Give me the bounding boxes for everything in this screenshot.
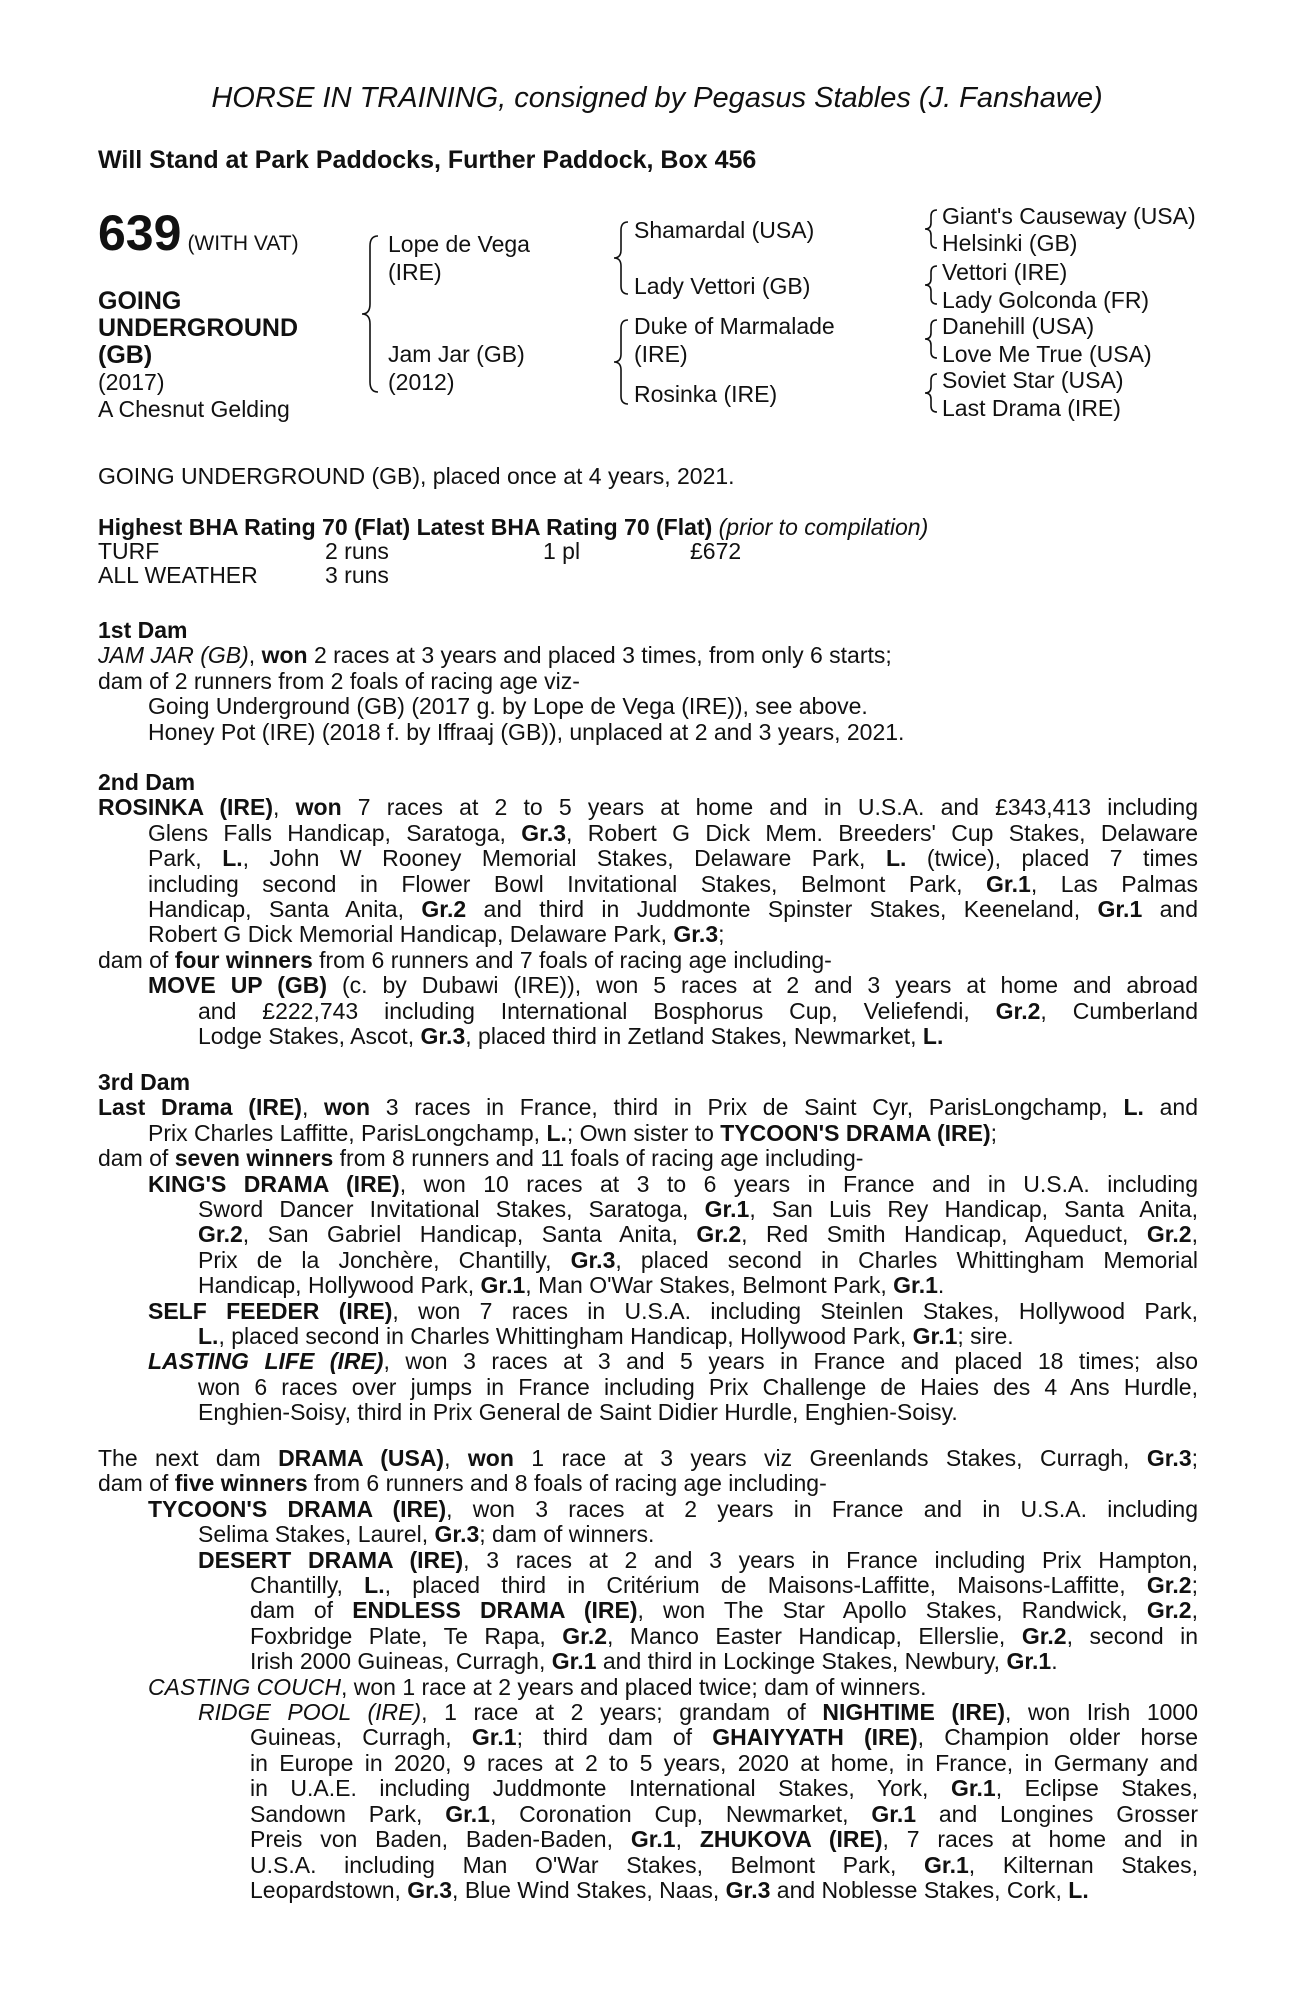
record-line: Glens Falls Handicap, Saratoga, Gr.3, Robert G Dick Mem. Breeders' Cup Stakes, Delaware <box>148 819 1198 846</box>
turf-label: TURF <box>98 538 160 564</box>
winners-count: five winners <box>174 1470 308 1497</box>
ped-g3: Giant's Causeway (USA) <box>942 203 1196 229</box>
progeny-line: KING'S DRAMA (IRE), won 10 races at 3 to 6 years in France and in U.S.A. including <box>148 1170 1198 1197</box>
section-heading: 1st Dam <box>98 617 188 643</box>
ped-g3: Love Me True (USA) <box>942 341 1152 367</box>
progeny-line: DESERT DRAMA (IRE), 3 races at 2 and 3 years in France including Prix Hampton, <box>198 1546 1198 1573</box>
text: Lodge Stakes, Ascot, <box>198 1023 421 1050</box>
progeny-name: NIGHTIME (IRE) <box>822 1699 1006 1726</box>
progeny-line: in U.A.E. including Juddmonte International Stakes, York, Gr.1, Eclipse Stakes, <box>250 1775 1198 1802</box>
progeny-line: Guineas, Curragh, Gr.1; third dam of GHAIYYATH (IRE), Champion older horse <box>250 1724 1198 1751</box>
ped-g3: Last Drama (IRE) <box>942 395 1121 421</box>
first-dam-section: 1st Dam JAM JAR (GB), won 2 races at 3 years and placed 3 times, from only 6 starts; dam of 2 runners from 2 foals of racing age viz- Going Underground (GB) (2017 g. by Lope de Vega (IRE)), see above. Honey Pot (IRE) (2018 f. by Iffraaj (GB)), unplaced at 2 and 3 years, 2021. <box>98 618 1198 745</box>
sibling-name: TYCOON'S DRAMA (IRE) <box>720 1119 991 1146</box>
progeny-name: SELF FEEDER (IRE) <box>148 1297 393 1324</box>
pedigree-sire-sire: Shamardal (USA) <box>634 217 815 243</box>
horse-year: (2017) <box>98 369 165 395</box>
race-summary: GOING UNDERGROUND (GB), placed once at 4 years, 2021. <box>98 463 735 489</box>
lot-number: 639 <box>98 205 182 261</box>
turf-prize: £672 <box>690 538 742 564</box>
won-label: won <box>324 1094 371 1121</box>
ped-g3: Vettori (IRE) <box>942 259 1068 285</box>
pedigree-brace-sire <box>610 220 632 296</box>
dam-name: JAM JAR (GB) <box>98 642 249 669</box>
progeny-name: MOVE UP (GB) <box>148 972 328 999</box>
pedigree-brace-main <box>358 234 382 394</box>
text: Handicap, Santa Anita, <box>148 896 422 923</box>
text: Park, <box>148 845 223 872</box>
text: from 6 runners and 7 foals of racing age including- <box>312 946 832 973</box>
won-label: won <box>261 642 308 669</box>
dam-line: Last Drama (IRE), won 3 races in France, third in Prix de Saint Cyr, ParisLongchamp, L. and <box>98 1094 1199 1121</box>
pedigree-brace-dam <box>610 318 632 406</box>
horse-name-line: (GB) <box>98 341 153 369</box>
ped-g3: Lady Golconda (FR) <box>942 287 1150 313</box>
progeny-name: KING'S DRAMA (IRE) <box>148 1170 400 1197</box>
pedigree-sire <box>388 230 530 286</box>
progeny-line: won 6 races over jumps in France including Prix Challenge de Haies des 4 Ans Hurdle, <box>198 1373 1198 1400</box>
progeny-line: Sandown Park, Gr.1, Coronation Cup, Newmarket, Gr.1 and Longines Grosser <box>250 1800 1199 1827</box>
dam-name: Jam Jar (GB) <box>388 341 525 367</box>
lot-number-block <box>98 204 299 262</box>
progeny-line: L., placed second in Charles Whittingham Handicap, Hollywood Park, Gr.1; sire. <box>198 1323 1014 1350</box>
progeny-line: Gr.2, San Gabriel Handicap, Santa Anita, Gr.2, Red Smith Handicap, Aqueduct, Gr.2, <box>198 1221 1198 1248</box>
progeny-name: ZHUKOVA (IRE) <box>699 1826 883 1853</box>
progeny-line: RIDGE POOL (IRE), 1 race at 2 years; grandam of NIGHTIME (IRE), won Irish 1000 <box>198 1699 1198 1726</box>
dam-year: (2012) <box>388 369 455 395</box>
dam-line: Prix Charles Laffitte, ParisLongchamp, L.; Own sister to TYCOON'S DRAMA (IRE); <box>148 1119 998 1146</box>
progeny-name: ENDLESS DRAMA (IRE) <box>352 1597 638 1624</box>
progeny-line: and £222,743 including International Bosphorus Cup, Veliefendi, Gr.2, Cumberland <box>198 997 1198 1024</box>
section-heading: 3rd Dam <box>98 1069 191 1095</box>
race-record: 2 races at 3 years and placed 3 times, from only 6 starts; <box>307 642 892 669</box>
ped-g3: Soviet Star (USA) <box>942 367 1124 393</box>
winners-count: seven winners <box>174 1145 334 1172</box>
won-label: won <box>295 794 342 821</box>
text: and £222,743 including International Bosphorus Cup, Veliefendi, <box>198 997 996 1024</box>
progeny-line: CASTING COUCH, won 1 race at 2 years and placed twice; dam of winners. <box>148 1673 927 1700</box>
dam-sire-name: Duke of Marmalade <box>634 313 835 339</box>
turf-runs: 2 runs <box>325 538 389 564</box>
pedigree-brace-ss <box>921 208 941 250</box>
pedigree-sire-dam: Lady Vettori (GB) <box>634 273 811 299</box>
progeny-line: Enghien-Soisy, third in Prix General de Saint Didier Hurdle, Enghien-Soisy. <box>198 1399 958 1426</box>
grade: L. <box>222 845 243 872</box>
page-header: HORSE IN TRAINING, consigned by Pegasus Stables (J. Fanshawe) <box>211 82 1103 114</box>
progeny-name: RIDGE POOL (IRE) <box>198 1699 422 1726</box>
record-line: Park, L., John W Rooney Memorial Stakes, Delaware Park, L. (twice), placed 7 times <box>148 845 1199 872</box>
pedigree-brace-ds <box>921 318 941 360</box>
record-line: Robert G Dick Memorial Handicap, Delaware Park, Gr.3; <box>148 921 725 948</box>
progeny-name: CASTING COUCH <box>148 1673 341 1700</box>
progeny-line: Handicap, Hollywood Park, Gr.1, Man O'War Stakes, Belmont Park, Gr.1. <box>198 1272 945 1299</box>
ped-g3: Helsinki (GB) <box>942 230 1078 256</box>
rating-note: (prior to compilation) <box>718 514 929 540</box>
progeny-line: Going Underground (GB) (2017 g. by Lope de Vega (IRE)), see above. <box>148 693 868 720</box>
progeny-line: U.S.A. including Man O'War Stakes, Belmont Park, Gr.1, Kilternan Stakes, <box>250 1851 1198 1878</box>
progeny-line: SELF FEEDER (IRE), won 7 races in U.S.A. including Steinlen Stakes, Hollywood Park, <box>148 1297 1199 1324</box>
dam-of-line: dam of five winners from 6 runners and 8 foals of racing age including- <box>98 1470 827 1497</box>
winners-count: four winners <box>174 946 313 973</box>
bha-rating <box>98 514 928 541</box>
sep: , <box>273 794 296 821</box>
progeny-line: Honey Pot (IRE) (2018 f. by Iffraaj (GB)), unplaced at 2 and 3 years, 2021. <box>148 718 905 745</box>
pedigree-dam-sire <box>634 312 835 368</box>
third-dam-section <box>98 1070 1198 1426</box>
stand-location: Will Stand at Park Paddocks, Further Paddock, Box 456 <box>98 146 757 174</box>
aw-label: ALL WEATHER <box>98 562 258 588</box>
rating-line: Highest BHA Rating 70 (Flat) Latest BHA Rating 70 (Flat) <box>98 514 713 540</box>
next-dam-section <box>98 1446 1198 1903</box>
lot-vat: (WITH VAT) <box>187 232 299 255</box>
sire-country: (IRE) <box>388 259 442 285</box>
horse-description: A Chesnut Gelding <box>98 396 290 422</box>
dam-line: The next dam DRAMA (USA), won 1 race at 3 years viz Greenlands Stakes, Curragh, Gr.3; <box>98 1445 1199 1471</box>
pedigree-dam-dam: Rosinka (IRE) <box>634 381 778 407</box>
sire-name: Lope de Vega <box>388 231 530 257</box>
second-dam-section <box>98 770 1198 1049</box>
progeny-line: Prix de la Jonchère, Chantilly, Gr.3, placed second in Charles Whittingham Memorial <box>198 1246 1198 1273</box>
progeny-line: TYCOON'S DRAMA (IRE), won 3 races at 2 years in France and in U.S.A. including <box>148 1495 1199 1522</box>
ped-g3: Danehill (USA) <box>942 313 1095 339</box>
record-line: Handicap, Santa Anita, Gr.2 and third in Juddmonte Spinster Stakes, Keeneland, Gr.1 and <box>148 896 1199 923</box>
dam-sire-country: (IRE) <box>634 341 688 367</box>
horse-name-line: UNDERGROUND <box>98 314 298 342</box>
dam-name: Last Drama (IRE) <box>98 1094 302 1121</box>
progeny-line: Chantilly, L., placed third in Critérium de Maisons-Laffitte, Maisons-Laffitte, Gr.2; <box>250 1572 1198 1599</box>
progeny-line: Preis von Baden, Baden-Baden, Gr.1, ZHUKOVA (IRE), 7 races at home and in <box>250 1826 1198 1853</box>
progeny-line: Foxbridge Plate, Te Rapa, Gr.2, Manco Easter Handicap, Ellerslie, Gr.2, second in <box>250 1622 1198 1649</box>
text: Glens Falls Handicap, Saratoga, <box>148 819 522 846</box>
progeny-line: dam of ENDLESS DRAMA (IRE), won The Star Apollo Stakes, Randwick, Gr.2, <box>250 1597 1198 1624</box>
dam-name: ROSINKA (IRE) <box>98 794 274 821</box>
dam-of-line: dam of seven winners from 8 runners and 11 foals of racing age including- <box>98 1145 864 1172</box>
section-heading: 2nd Dam <box>98 769 196 795</box>
text: Robert G Dick Memorial Handicap, Delaware Park, <box>148 921 674 948</box>
progeny-line <box>98 973 1198 998</box>
text: dam of <box>98 946 175 973</box>
grade: Gr.2 <box>421 896 467 923</box>
progeny-line: Lodge Stakes, Ascot, Gr.3, placed third in Zetland Stakes, Newmarket, L. <box>198 1023 944 1050</box>
dam-of-line: dam of 2 runners from 2 foals of racing age viz- <box>98 667 580 694</box>
horse-name-line: GOING <box>98 287 182 315</box>
dam-of-line <box>98 948 1198 973</box>
progeny-line: Leopardstown, Gr.3, Blue Wind Stakes, Naas, Gr.3 and Noblesse Stakes, Cork, L. <box>250 1876 1089 1903</box>
progeny-name: GHAIYYATH (IRE) <box>712 1724 918 1751</box>
pedigree-dam <box>388 340 525 396</box>
progeny-line: Selima Stakes, Laurel, Gr.3; dam of winners. <box>198 1521 655 1548</box>
race-record: 7 races at 2 to 5 years at home and in U.S.A. and £343,413 including <box>341 794 1199 821</box>
text: (c. by Dubawi (IRE)), won 5 races at 2 and 3 years at home and abroad <box>327 972 1198 999</box>
pedigree-brace-dd <box>921 372 941 414</box>
turf-placed: 1 pl <box>543 538 581 564</box>
record-line: including second in Flower Bowl Invitational Stakes, Belmont Park, Gr.1, Las Palmas <box>148 870 1199 897</box>
progeny-name: LASTING LIFE (IRE) <box>148 1348 384 1375</box>
text: including second in Flower Bowl Invitational Stakes, Belmont Park, <box>148 870 987 897</box>
progeny-name: DESERT DRAMA (IRE) <box>198 1546 464 1573</box>
aw-runs: 3 runs <box>325 562 389 588</box>
dam-name: DRAMA (USA) <box>278 1445 445 1471</box>
progeny-line: LASTING LIFE (IRE), won 3 races at 3 and 5 years in France and placed 18 times; also <box>148 1348 1198 1375</box>
progeny-line: in Europe in 2020, 9 races at 2 to 5 years, 2020 at home, in France, in Germany and <box>250 1749 1198 1776</box>
grade: Gr.3 <box>521 819 567 846</box>
horse-identity <box>98 288 338 423</box>
progeny-line: Sword Dancer Invitational Stakes, Saratoga, Gr.1, San Luis Rey Handicap, Santa Anita, <box>198 1196 1199 1223</box>
progeny-line: Irish 2000 Guineas, Curragh, Gr.1 and third in Lockinge Stakes, Newbury, Gr.1. <box>250 1648 1058 1675</box>
pedigree-brace-sd <box>921 264 941 306</box>
grade: Gr.1 <box>986 870 1031 897</box>
